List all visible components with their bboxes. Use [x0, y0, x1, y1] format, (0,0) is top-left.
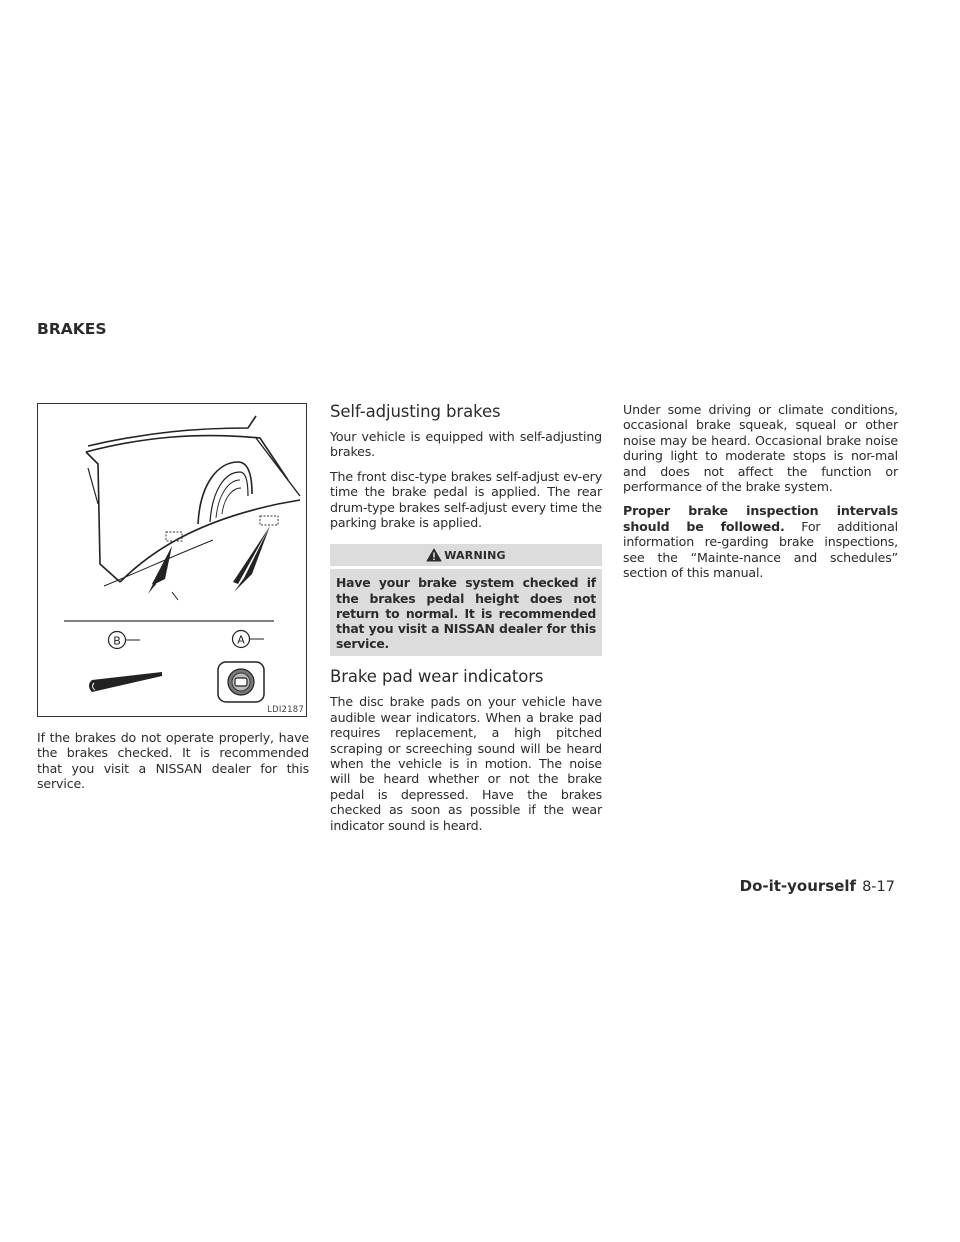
figure-id: LDI2187: [267, 705, 304, 715]
self-adjusting-paragraph-1: Your vehicle is equipped with self-adjusting brakes.: [330, 429, 602, 460]
callout-a: A: [237, 633, 245, 647]
brake-pedal-figure: [37, 403, 307, 717]
warning-label: WARNING: [444, 548, 506, 562]
left-column: [37, 403, 309, 801]
warning-header: [330, 544, 602, 566]
warning-text: Have your brake system checked if the brakes pedal height does not return to normal. It is recommended that you visit a NISSAN dealer for this service.: [330, 569, 602, 656]
right-column: [623, 403, 898, 589]
middle-column: [330, 403, 602, 842]
footer-section-name: Do-it-yourself: [739, 877, 857, 895]
self-adjusting-paragraph-2: The front disc-type brakes self-adjust ev-ery time the brake pedal is applied. The rear drum-type brakes self-adjust every time the parking brake is applied.: [330, 468, 602, 531]
page-footer: [740, 877, 895, 895]
callout-b: B: [113, 634, 121, 648]
brake-noise-paragraph: Under some driving or climate conditions, occasional brake squeak, squeal or other noise may be heard. Occasional brake noise during light to moderate stops is nor-mal and does not affect the function or performance of the brake system.: [623, 402, 898, 495]
warning-triangle-icon: [426, 548, 442, 562]
page-number: 8-17: [862, 879, 895, 895]
brake-check-paragraph: If the brakes do not operate properly, have the brakes checked. It is recommended that you visit a NISSAN dealer for this service.: [37, 730, 309, 792]
section-title: BRAKES: [37, 320, 107, 338]
inspection-paragraph: [623, 503, 898, 580]
inspection-rest: For additional information re-garding brake inspections, see the “Mainte-nance and schedules” section of this manual.: [623, 518, 899, 581]
brake-pedal-illustration: [38, 404, 306, 716]
self-adjusting-heading: Self-adjusting brakes: [330, 402, 501, 421]
inspection-lead: Proper brake inspection intervals should be followed.: [623, 503, 898, 534]
pad-wear-paragraph: The disc brake pads on your vehicle have audible wear indicators. When a brake pad requires replacement, a high pitched scraping or screeching sound will be heard when the vehicle is in motion. The noise will be heard whether or not the brake pedal is depressed. Have the brakes checked as soon as possible if the wear indicator sound is heard.: [330, 694, 602, 833]
pad-wear-heading: Brake pad wear indicators: [330, 667, 544, 687]
